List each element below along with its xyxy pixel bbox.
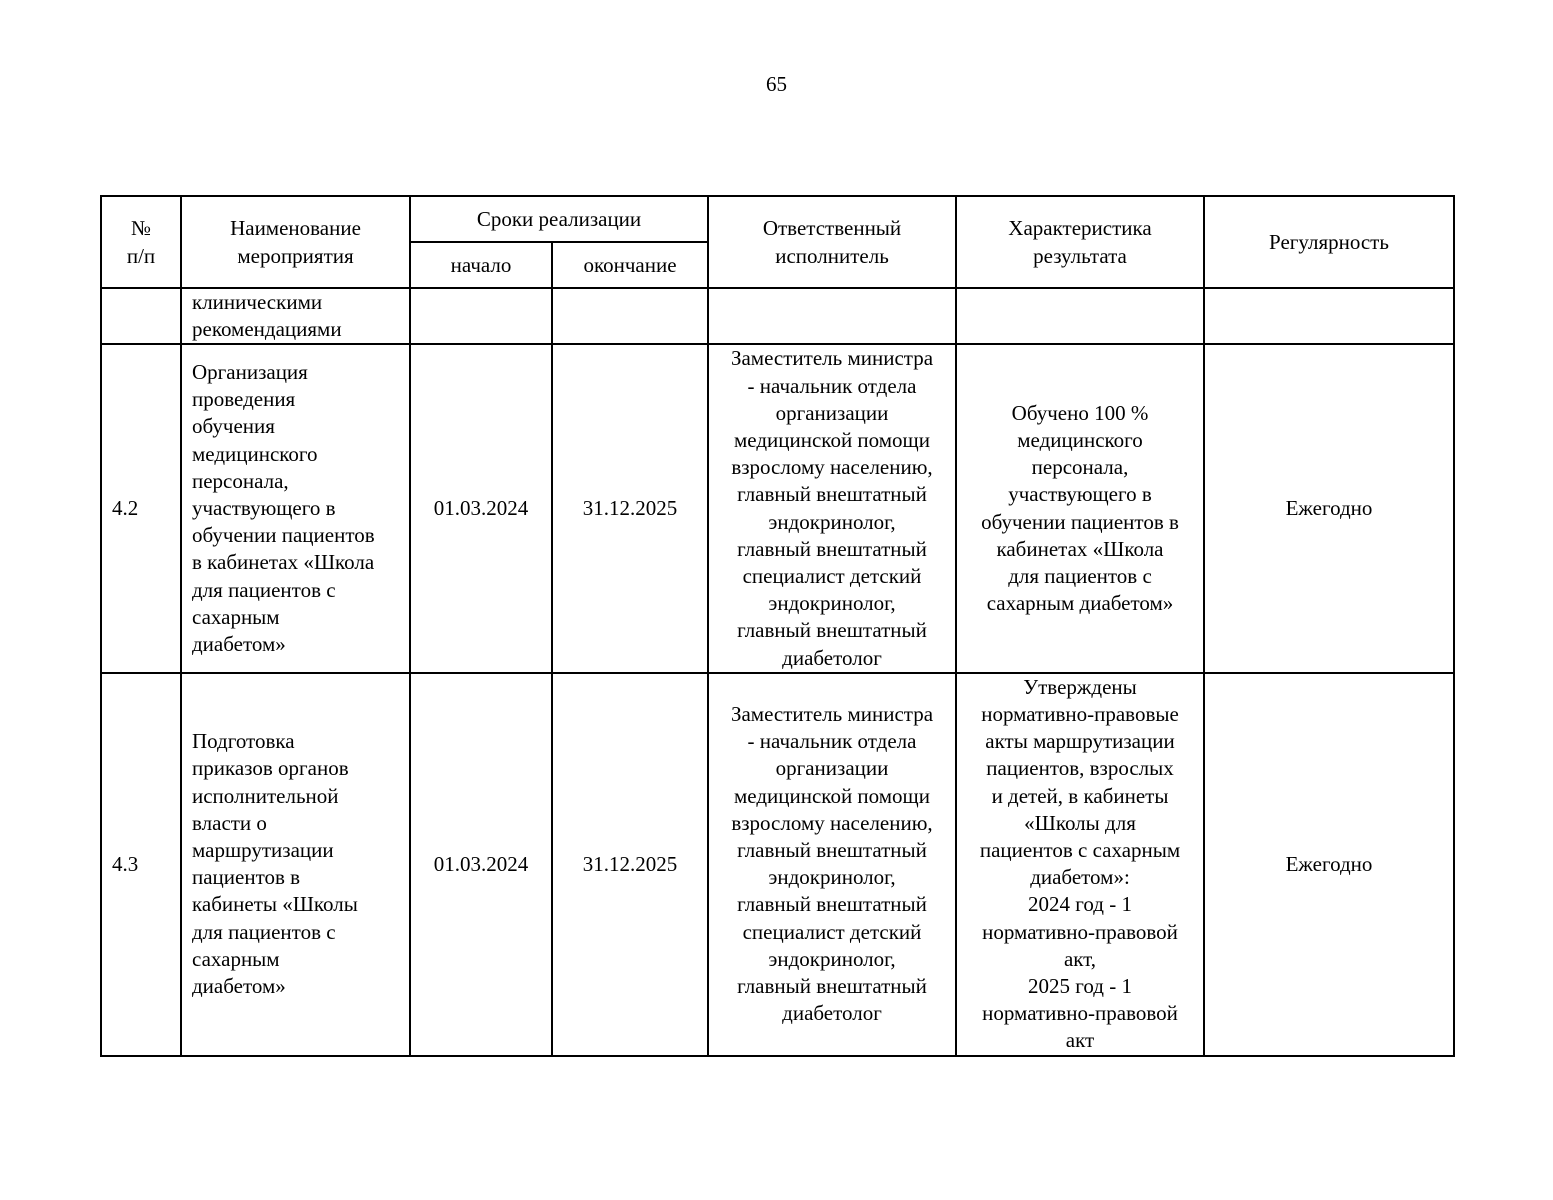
header-start: начало <box>410 242 552 288</box>
table-header-row <box>101 196 1454 242</box>
cell-responsible: Заместитель министра - начальник отдела организации медицинской помощи взрослому населению, главный внештатный эндокринолог, главный внештатный специалист детский эндокринолог, главный внештатный диабетолог <box>708 673 956 1056</box>
header-terms: Сроки реализации <box>410 196 708 242</box>
cell-regularity <box>1204 288 1454 344</box>
page-number: 65 <box>766 72 787 96</box>
cell-result: Утверждены нормативно-правовые акты маршрутизации пациентов, взрослых и детей, в кабинеты «Школы для пациентов с сахарным диабетом»: 2024 год - 1 нормативно-правовой акт, 2025 год - 1 нормативно-правовой акт <box>956 673 1204 1056</box>
header-regularity: Регулярность <box>1204 196 1454 288</box>
table-row <box>101 344 1454 672</box>
cell-responsible <box>708 288 956 344</box>
cell-start: 01.03.2024 <box>410 344 552 672</box>
cell-result <box>956 288 1204 344</box>
cell-result: Обучено 100 % медицинского персонала, участвующего в обучении пациентов в кабинетах «Школа для пациентов с сахарным диабетом» <box>956 344 1204 672</box>
cell-regularity: Ежегодно <box>1204 673 1454 1056</box>
cell-num: 4.3 <box>101 673 181 1056</box>
cell-name: Организация проведения обучения медицинского персонала, участвующего в обучении пациентов в кабинетах «Школа для пациентов с сахарным диабетом» <box>181 344 410 672</box>
cell-name: клиническими рекомендациями <box>181 288 410 344</box>
table-row <box>101 288 1454 344</box>
table-row <box>101 673 1454 1056</box>
cell-start: 01.03.2024 <box>410 673 552 1056</box>
cell-end <box>552 288 708 344</box>
cell-responsible: Заместитель министра - начальник отдела организации медицинской помощи взрослому населению, главный внештатный эндокринолог, главный внештатный специалист детский эндокринолог, главный внештатный диабетолог <box>708 344 956 672</box>
header-end: окончание <box>552 242 708 288</box>
cell-end: 31.12.2025 <box>552 673 708 1056</box>
cell-regularity: Ежегодно <box>1204 344 1454 672</box>
header-name: Наименование мероприятия <box>181 196 410 288</box>
cell-name: Подготовка приказов органов исполнительной власти о маршрутизации пациентов в кабинеты «Школы для пациентов с сахарным диабетом» <box>181 673 410 1056</box>
cell-num: 4.2 <box>101 344 181 672</box>
activities-table <box>100 195 1455 1057</box>
header-result: Характеристика результата <box>956 196 1204 288</box>
header-responsible: Ответственный исполнитель <box>708 196 956 288</box>
cell-num <box>101 288 181 344</box>
cell-start <box>410 288 552 344</box>
header-num: № п/п <box>101 196 181 288</box>
cell-end: 31.12.2025 <box>552 344 708 672</box>
